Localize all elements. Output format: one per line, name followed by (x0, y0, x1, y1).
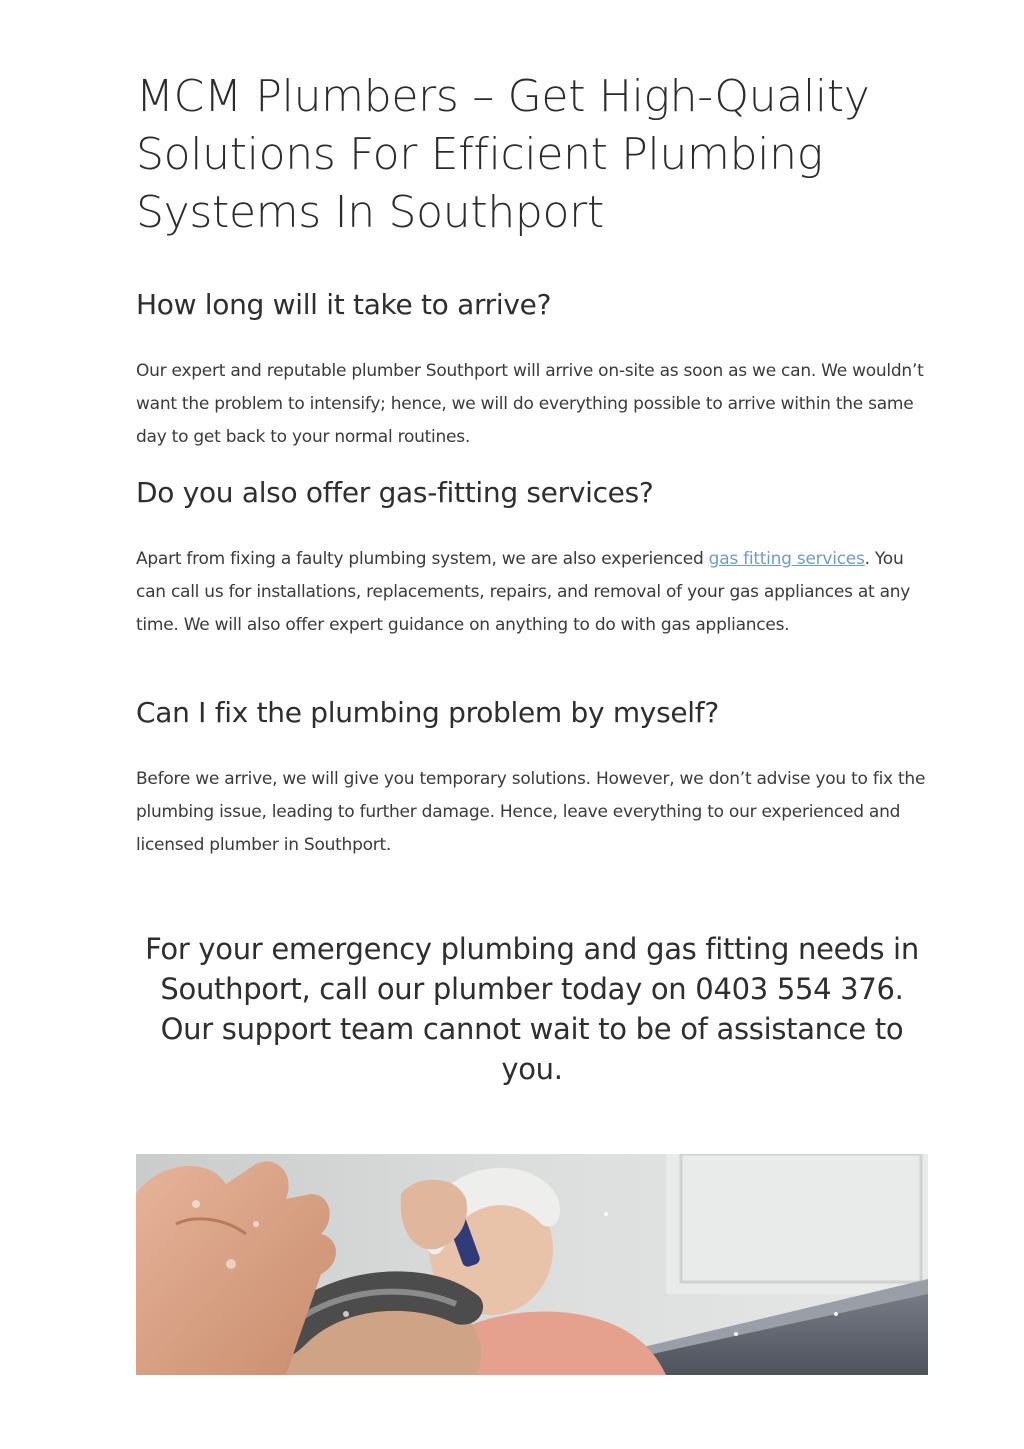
section-heading-gas-fitting: Do you also offer gas-fitting services? (136, 476, 654, 509)
photo-illustration (136, 1154, 928, 1375)
call-to-action: For your emergency plumbing and gas fitting needs in Southport, call our plumber today on 0403 554 376. Our support team cannot wait to be of assistance to you. (145, 932, 919, 1086)
gas-fitting-services-link[interactable]: gas fitting services (708, 549, 865, 569)
paragraph-text-before-link: Apart from fixing a faulty plumbing system, we are also experienced (136, 549, 709, 569)
section-paragraph-arrival: Our expert and reputable plumber Southport will arrive on-site as soon as we can. We wouldn’t want the problem to intensify; hence, we will do everything possible to arrive within the same day to get back to your normal routines. (136, 361, 924, 447)
page-title: MCM Plumbers – Get High-Quality Solutions For Efficient Plumbing Systems In Southport (136, 71, 870, 238)
plumbing-emergency-photo (136, 1154, 928, 1375)
section-paragraph-gas-fitting (136, 543, 928, 642)
section-heading-arrival: How long will it take to arrive? (136, 288, 552, 321)
section-heading-diy: Can I fix the plumbing problem by myself? (136, 696, 719, 729)
section-paragraph-diy: Before we arrive, we will give you temporary solutions. However, we don’t advise you to fix the plumbing issue, leading to further damage. Hence, leave everything to our experienced and licensed plumber in Southport. (136, 769, 926, 855)
paragraph-text-after-link: . You can call us for installations, replacements, repairs, and removal of your gas appliances at any time. We will also offer expert guidance on anything to do with gas appliances. (136, 549, 911, 635)
